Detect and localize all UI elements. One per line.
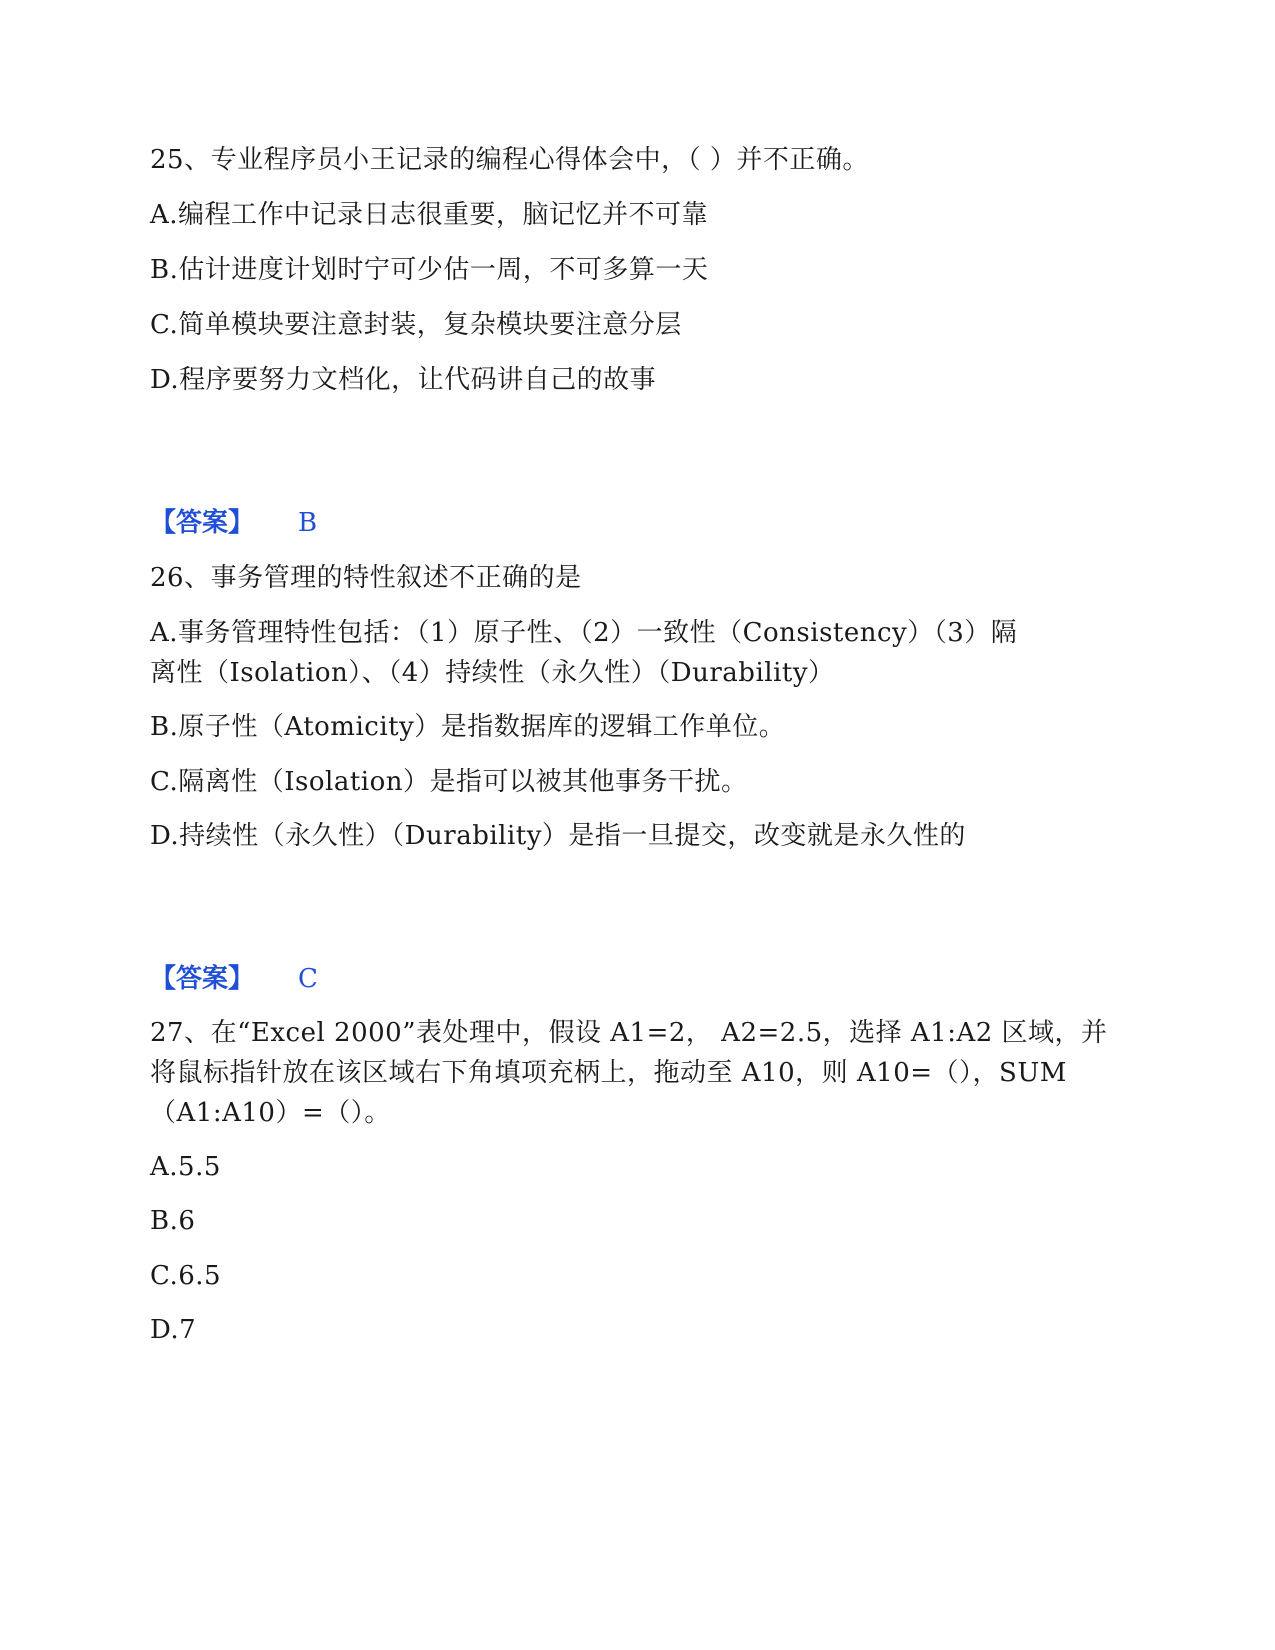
question-27-option-a: A.5.5 [150,1152,221,1182]
answer-label: 【答案】 [150,508,255,538]
question-26-option-b: B.原子性（Atomicity）是指数据库的逻辑工作单位。 [150,712,786,742]
question-25-option-b: B.估计进度计划时宁可少估一周，不可多算一天 [150,255,709,285]
question-25-option-c: C.简单模块要注意封装，复杂模块要注意分层 [150,310,682,340]
answer-label: 【答案】 [150,964,255,994]
question-27-stem-line3: （A1:A10）=（）。 [150,1098,391,1128]
question-26-option-c: C.隔离性（Isolation）是指可以被其他事务干扰。 [150,767,748,797]
question-25-option-a: A.编程工作中记录日志很重要，脑记忆并不可靠 [150,200,709,230]
question-26-option-a-line1: A.事务管理特性包括：（1）原子性、（2）一致性（Consistency）（3）隔 [150,618,1018,648]
question-26-option-d: D.持续性（永久性）（Durability）是指一旦提交，改变就是永久性的 [150,821,966,851]
answer-value: C [298,964,318,994]
question-27-option-c: C.6.5 [150,1261,222,1291]
question-27-stem-line2: 将鼠标指针放在该区域右下角填项充柄上，拖动至 A10，则 A10=（），SUM [150,1058,1067,1088]
question-26-answer [150,959,318,999]
question-25-stem: 25、专业程序员小王记录的编程心得体会中，（ ）并不正确。 [150,145,869,175]
question-26-stem: 26、事务管理的特性叙述不正确的是 [150,563,582,593]
question-25-option-d: D.程序要努力文档化，让代码讲自己的故事 [150,365,657,395]
answer-value: B [298,508,318,538]
question-27-option-b: B.6 [150,1206,196,1236]
question-27-stem-line1: 27、在“Excel 2000”表处理中，假设 A1=2， A2=2.5，选择 A1:A2 区域，并 [150,1018,1108,1048]
question-26-option-a-line2: 离性（Isolation）、（4）持续性（永久性）（Durability） [150,658,835,688]
question-27-option-d: D.7 [150,1315,197,1345]
question-25-answer [150,503,317,543]
